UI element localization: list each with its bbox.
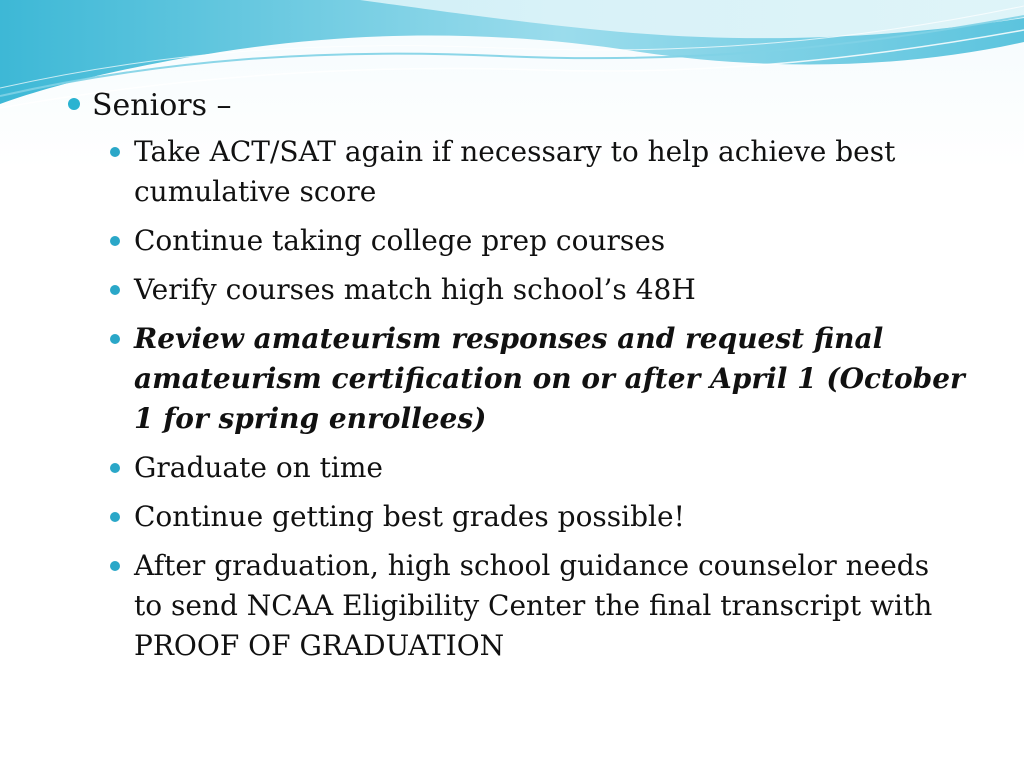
list-item-text: Review amateurism responses and request final amateurism certification on or after April 1 (October 1 for spring enrollees) — [134, 322, 965, 435]
list-item-text: Continue getting best grades possible! — [134, 500, 685, 533]
bullet-dot-icon — [110, 334, 120, 344]
bullet-dot-icon — [110, 561, 120, 571]
bullet-dot-icon — [110, 147, 120, 157]
heading-bullet — [66, 86, 966, 126]
list-item-text: Continue taking college prep courses — [134, 224, 666, 257]
slide-heading: Seniors – — [92, 88, 232, 123]
bullet-dot-icon — [68, 98, 80, 110]
list-item — [134, 448, 966, 488]
list-item-text: Verify courses match high school’s 48H — [134, 273, 696, 306]
list-item-text: After graduation, high school guidance counselor needs to send NCAA Eligibility Center the final transcript with PROOF OF GRADUATION — [134, 549, 933, 662]
list-item-emphasized — [134, 319, 966, 439]
bullet-dot-icon — [110, 463, 120, 473]
list-item — [134, 270, 966, 310]
list-item — [134, 497, 966, 537]
senior-tasks-list — [66, 132, 966, 666]
slide-content — [66, 86, 966, 675]
bullet-dot-icon — [110, 236, 120, 246]
bullet-dot-icon — [110, 285, 120, 295]
bullet-dot-icon — [110, 512, 120, 522]
list-item-text: Take ACT/SAT again if necessary to help achieve best cumulative score — [134, 135, 896, 208]
list-item — [134, 546, 966, 666]
list-item-text: Graduate on time — [134, 451, 383, 484]
list-item — [134, 132, 966, 212]
list-item — [134, 221, 966, 261]
